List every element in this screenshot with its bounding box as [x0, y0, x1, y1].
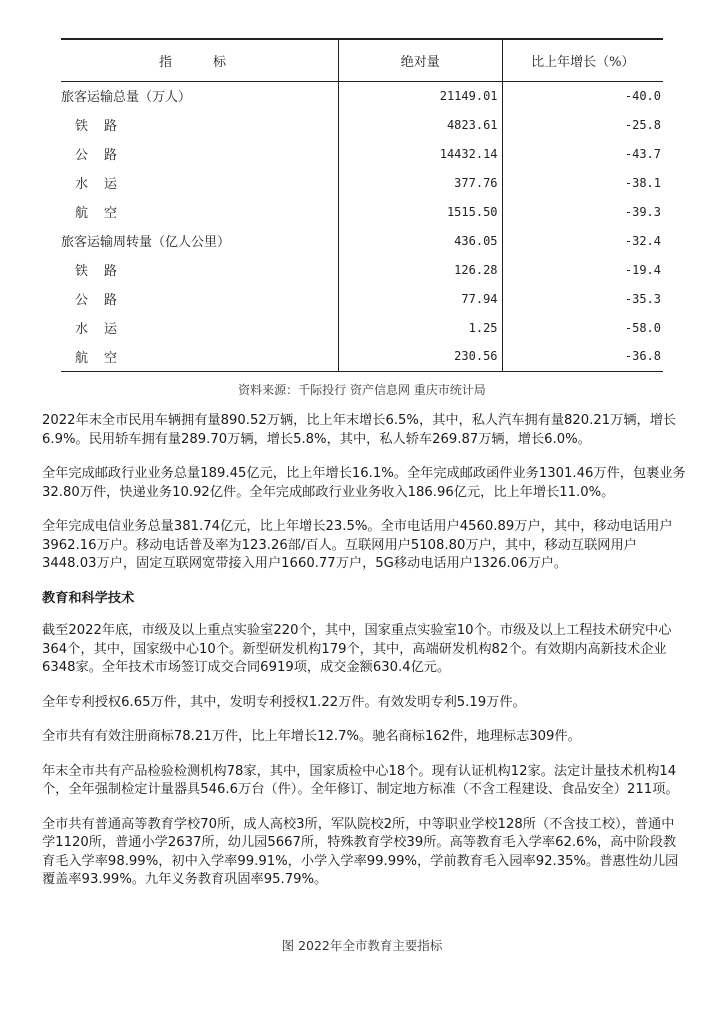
- paragraph-trademarks: 全市共有有效注册商标78.21万件，比上年增长12.7%。驰名商标162件，地理标志309件。: [42, 729, 581, 744]
- row-name: 公路: [61, 284, 338, 313]
- header-growth: 比上年增长（%）: [502, 39, 663, 81]
- row-value: 1515.50: [338, 197, 502, 226]
- row-change: -38.1: [624, 175, 661, 190]
- row-value: 436.05: [338, 226, 502, 255]
- row-change: -40.0: [624, 88, 661, 103]
- table-row: [61, 81, 663, 110]
- row-name: 铁路: [61, 110, 338, 139]
- row-name: 航空: [61, 197, 338, 226]
- header-indicator: 指 标: [61, 39, 338, 81]
- paragraph-inspection: 年末全市共有产品检验检测机构78家，其中，国家质检中心18个。现有认证机构12家。法定计量技术机构14个，全年强制检定计量器具546.6万台（件）。全年修订、制定地方标准（不含工程建设、食品安全）211项。: [42, 763, 679, 797]
- paragraph-patents: 全年专利授权6.65万件，其中，发明专利授权1.22万件。有效发明专利5.19万件。: [42, 694, 526, 710]
- row-value: 14432.14: [338, 139, 502, 168]
- paragraph-postal: 全年完成邮政行业业务总量189.45亿元，比上年增长16.1%。全年完成邮政函件业务1301.46万件，包裹业务32.80万件，快递业务10.92亿件。全年完成邮政行业业务收入186.96亿元，比上年增长11.0%。: [42, 466, 686, 500]
- table-row: [61, 197, 663, 226]
- table-row: [61, 110, 663, 139]
- figure-caption: 图 2022年全市教育主要指标: [281, 938, 443, 953]
- row-change: -39.3: [624, 204, 661, 219]
- passenger-transport-table: [61, 38, 663, 372]
- row-value: 126.28: [338, 255, 502, 284]
- table-row: [61, 342, 663, 371]
- row-change: -35.3: [624, 291, 661, 306]
- row-change: -36.8: [502, 342, 663, 371]
- article-body: [42, 412, 686, 906]
- table-row: [61, 226, 663, 255]
- row-value: 377.76: [338, 168, 502, 197]
- row-change: -58.0: [624, 320, 661, 335]
- row-name: 铁路: [61, 255, 338, 284]
- row-value: 4823.61: [338, 110, 502, 139]
- row-change: -19.4: [624, 262, 661, 277]
- table-row: [61, 139, 663, 168]
- section-heading: 教育和科学技术: [42, 590, 135, 606]
- row-name: 旅客运输总量（万人）: [61, 81, 338, 110]
- table-body: [61, 81, 663, 371]
- table-row: [61, 255, 663, 284]
- table-row: [61, 168, 663, 197]
- row-value: 1.25: [338, 313, 502, 342]
- table-row: [61, 313, 663, 342]
- row-value: 230.56: [338, 342, 502, 371]
- table-row: [61, 284, 663, 313]
- row-name: 水运: [61, 168, 338, 197]
- table-header-row: [61, 39, 663, 81]
- paragraph-telecom: 全年完成电信业务总量381.74亿元，比上年增长23.5%。全市电话用户4560.89万户，其中，移动电话用户3962.16万户。移动电话普及率为123.26部/百人。互联网用户5108.80万户，其中，移动互联网用户3448.03万户，固定互联网宽带接入用户1660.77万户，5G移动电话用户1326.06万户。: [42, 519, 673, 571]
- row-name: 航空: [61, 342, 338, 371]
- row-value: 77.94: [338, 284, 502, 313]
- table-source: 资料来源：千际投行 资产信息网 重庆市统计局: [238, 383, 486, 397]
- row-value: 21149.01: [338, 81, 502, 110]
- paragraph-labs: 截至2022年底，市级及以上重点实验室220个，其中，国家重点实验室10个。市级及以上工程技术研究中心364个，其中，国家级中心10个。新型研发机构179个，其中，高端研发机构82个。有效期内高新技术企业6348家。全年技术市场签订成交合同6919项，成交金额630.4亿元。: [42, 623, 672, 675]
- row-change: -25.8: [624, 117, 661, 132]
- row-name: 公路: [61, 139, 338, 168]
- row-name: 水运: [61, 313, 338, 342]
- paragraph-vehicles: 2022年末全市民用车辆拥有量890.52万辆，比上年末增长6.5%，其中，私人汽车拥有量820.21万辆，增长6.9%。民用轿车拥有量289.70万辆，增长5.8%，其中，私人轿车269.87万辆，增长6.0%。: [42, 413, 677, 447]
- header-absolute: 绝对量: [338, 39, 502, 81]
- paragraph-education: 全市共有普通高等教育学校70所，成人高校3所，军队院校2所，中等职业学校128所（不含技工校），普通中学1120所，普通小学2637所，幼儿园5667所，特殊教育学校39所。高等教育毛入学率62.6%，高中阶段教育毛入学率98.99%，初中入学率99.91%，小学入学率99.99%，学前教育毛入园率92.35%。普惠性幼儿园覆盖率93.99%。九年义务教育巩固率95.79%。: [42, 816, 679, 887]
- row-change: -43.7: [624, 146, 661, 161]
- row-name: 旅客运输周转量（亿人公里）: [61, 226, 338, 255]
- row-change: -32.4: [624, 233, 661, 248]
